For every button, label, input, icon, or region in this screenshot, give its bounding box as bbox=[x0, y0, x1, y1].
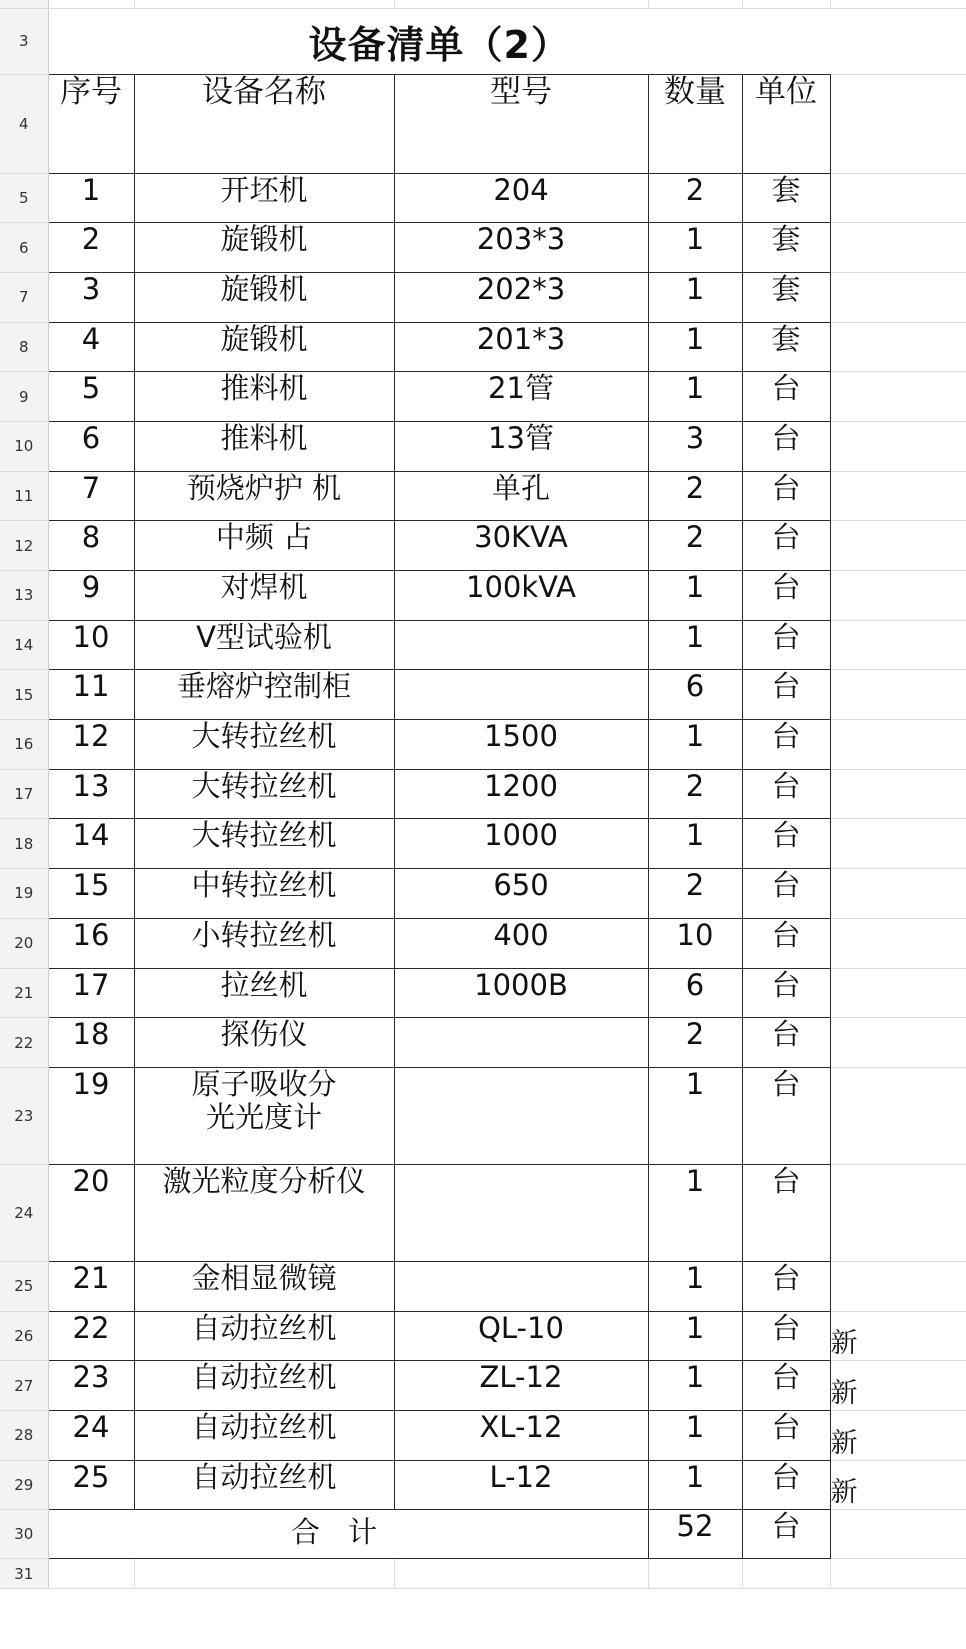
row-header[interactable]: 8 bbox=[0, 322, 48, 372]
cell-unit[interactable]: 台 bbox=[742, 1460, 830, 1510]
row-header[interactable]: 12 bbox=[0, 521, 48, 571]
cell-seq[interactable]: 1 bbox=[48, 173, 134, 223]
cell-name[interactable]: V型试验机 bbox=[134, 620, 394, 670]
cell-qty[interactable]: 1 bbox=[648, 1410, 742, 1460]
row-header[interactable]: 10 bbox=[0, 421, 48, 471]
cell-seq[interactable]: 8 bbox=[48, 521, 134, 571]
row-header[interactable]: 26 bbox=[0, 1311, 48, 1361]
cell-model[interactable] bbox=[394, 1164, 648, 1261]
cell-note[interactable] bbox=[830, 1261, 966, 1311]
cell-name[interactable]: 垂熔炉控制柜 bbox=[134, 670, 394, 720]
cell-qty[interactable]: 1 bbox=[648, 1361, 742, 1411]
cell-qty[interactable]: 2 bbox=[648, 1018, 742, 1068]
cell-qty[interactable]: 1 bbox=[648, 272, 742, 322]
cell-qty[interactable]: 2 bbox=[648, 471, 742, 521]
grid-cell[interactable] bbox=[134, 1559, 394, 1589]
row-header[interactable]: 20 bbox=[0, 918, 48, 968]
cell-unit[interactable]: 台 bbox=[742, 1361, 830, 1411]
cell-qty[interactable]: 1 bbox=[648, 1067, 742, 1164]
grid-cell[interactable] bbox=[48, 0, 134, 8]
table-row bbox=[0, 571, 966, 621]
cell-seq[interactable]: 5 bbox=[48, 372, 134, 422]
cell-note[interactable] bbox=[830, 720, 966, 770]
cell-name[interactable]: 推料机 bbox=[134, 421, 394, 471]
cell-note[interactable] bbox=[830, 769, 966, 819]
cell-seq[interactable]: 22 bbox=[48, 1311, 134, 1361]
cell-note[interactable] bbox=[830, 173, 966, 223]
row-header[interactable]: 29 bbox=[0, 1460, 48, 1510]
cell-model[interactable]: 650 bbox=[394, 869, 648, 919]
total-label: 合计 bbox=[48, 1510, 648, 1559]
row-header[interactable]: 22 bbox=[0, 1018, 48, 1068]
row-header[interactable]: 6 bbox=[0, 223, 48, 273]
table-row bbox=[0, 869, 966, 919]
cell-qty[interactable]: 2 bbox=[648, 869, 742, 919]
cell-name[interactable]: 拉丝机 bbox=[134, 968, 394, 1018]
cell-name[interactable]: 旋锻机 bbox=[134, 223, 394, 273]
total-qty[interactable]: 52 bbox=[648, 1510, 742, 1559]
cell-unit[interactable]: 台 bbox=[742, 620, 830, 670]
cell-name[interactable]: 预烧炉护 机 bbox=[134, 471, 394, 521]
cell-seq[interactable]: 7 bbox=[48, 471, 134, 521]
grid-cell[interactable] bbox=[830, 1559, 966, 1589]
table-row bbox=[0, 720, 966, 770]
cell-unit[interactable]: 套 bbox=[742, 322, 830, 372]
table-row bbox=[0, 918, 966, 968]
table-row bbox=[0, 322, 966, 372]
cell-seq[interactable]: 6 bbox=[48, 421, 134, 471]
header-unit: 单位 bbox=[742, 74, 830, 173]
row-header[interactable]: 4 bbox=[0, 74, 48, 173]
grid-cell[interactable] bbox=[134, 0, 394, 8]
cell-unit[interactable]: 台 bbox=[742, 1018, 830, 1068]
cell-seq[interactable]: 21 bbox=[48, 1261, 134, 1311]
cell-note[interactable]: 新 bbox=[830, 1460, 966, 1510]
cell-note[interactable] bbox=[830, 471, 966, 521]
cell-name[interactable]: 旋锻机 bbox=[134, 272, 394, 322]
total-unit[interactable]: 台 bbox=[742, 1510, 830, 1559]
cell-unit[interactable]: 台 bbox=[742, 769, 830, 819]
cell-model[interactable]: XL-12 bbox=[394, 1410, 648, 1460]
cell-name[interactable]: 自动拉丝机 bbox=[134, 1410, 394, 1460]
cell-name[interactable]: 金相显微镜 bbox=[134, 1261, 394, 1311]
cell-unit[interactable]: 台 bbox=[742, 471, 830, 521]
table-row bbox=[0, 471, 966, 521]
header-qty: 数量 bbox=[648, 74, 742, 173]
cell-note[interactable]: 新 bbox=[830, 1311, 966, 1361]
row-header[interactable]: 24 bbox=[0, 1164, 48, 1261]
cell-seq[interactable]: 17 bbox=[48, 968, 134, 1018]
row-header[interactable]: 30 bbox=[0, 1510, 48, 1559]
cell-model[interactable] bbox=[394, 1067, 648, 1164]
cell-unit[interactable]: 台 bbox=[742, 372, 830, 422]
table-row bbox=[0, 769, 966, 819]
header-seq: 序号 bbox=[48, 74, 134, 173]
cell-model[interactable]: 201*3 bbox=[394, 322, 648, 372]
cell-model[interactable] bbox=[394, 620, 648, 670]
header-model: 型号 bbox=[394, 74, 648, 173]
cell-unit[interactable]: 台 bbox=[742, 421, 830, 471]
table-row bbox=[0, 670, 966, 720]
cell-qty[interactable]: 2 bbox=[648, 769, 742, 819]
row-header[interactable]: 7 bbox=[0, 272, 48, 322]
cell-model[interactable]: 21管 bbox=[394, 372, 648, 422]
cell-unit[interactable]: 台 bbox=[742, 869, 830, 919]
cell-model[interactable] bbox=[394, 670, 648, 720]
table-row bbox=[0, 1311, 966, 1361]
cell-model[interactable]: 100kVA bbox=[394, 571, 648, 621]
cell-model[interactable] bbox=[394, 1261, 648, 1311]
row-header[interactable]: 17 bbox=[0, 769, 48, 819]
cell-note[interactable] bbox=[830, 571, 966, 621]
row-header[interactable]: 14 bbox=[0, 620, 48, 670]
cell-unit[interactable]: 台 bbox=[742, 670, 830, 720]
row-header[interactable]: 27 bbox=[0, 1361, 48, 1411]
cell-model[interactable]: 1000B bbox=[394, 968, 648, 1018]
table-row bbox=[0, 173, 966, 223]
cell-qty[interactable]: 1 bbox=[648, 1460, 742, 1510]
row-header[interactable]: 31 bbox=[0, 1559, 48, 1589]
cell-note[interactable] bbox=[830, 372, 966, 422]
row-header[interactable]: 25 bbox=[0, 1261, 48, 1311]
table-row bbox=[0, 272, 966, 322]
table-row bbox=[0, 819, 966, 869]
cell-qty[interactable]: 1 bbox=[648, 372, 742, 422]
table-row bbox=[0, 223, 966, 273]
cell-name[interactable]: 大转拉丝机 bbox=[134, 819, 394, 869]
table-row bbox=[0, 1261, 966, 1311]
cell-qty[interactable]: 1 bbox=[648, 1261, 742, 1311]
cell-seq[interactable]: 16 bbox=[48, 918, 134, 968]
cell-unit[interactable]: 台 bbox=[742, 521, 830, 571]
cell-unit[interactable]: 台 bbox=[742, 571, 830, 621]
cell-model[interactable]: 1000 bbox=[394, 819, 648, 869]
cell-name[interactable]: 推料机 bbox=[134, 372, 394, 422]
cell-name[interactable]: 自动拉丝机 bbox=[134, 1311, 394, 1361]
cell-qty[interactable]: 1 bbox=[648, 322, 742, 372]
cell-name[interactable]: 自动拉丝机 bbox=[134, 1361, 394, 1411]
row-header[interactable]: 13 bbox=[0, 571, 48, 621]
cell-seq[interactable]: 10 bbox=[48, 620, 134, 670]
cell-model[interactable]: 204 bbox=[394, 173, 648, 223]
row-header[interactable]: 11 bbox=[0, 471, 48, 521]
cell-unit[interactable]: 台 bbox=[742, 1311, 830, 1361]
cell-name[interactable]: 旋锻机 bbox=[134, 322, 394, 372]
cell-name[interactable]: 大转拉丝机 bbox=[134, 720, 394, 770]
cell-name[interactable]: 小转拉丝机 bbox=[134, 918, 394, 968]
cell-note[interactable] bbox=[830, 521, 966, 571]
document-title: 设备清单（2） bbox=[48, 8, 830, 74]
cell-unit[interactable]: 套 bbox=[742, 272, 830, 322]
cell-qty[interactable]: 6 bbox=[648, 670, 742, 720]
row-header[interactable]: 3 bbox=[0, 8, 48, 74]
cell-model[interactable]: 203*3 bbox=[394, 223, 648, 273]
cell-name[interactable]: 探伤仪 bbox=[134, 1018, 394, 1068]
cell-qty[interactable]: 1 bbox=[648, 223, 742, 273]
grid-cell[interactable] bbox=[648, 1559, 742, 1589]
cell-unit[interactable]: 套 bbox=[742, 173, 830, 223]
cell-note[interactable] bbox=[830, 670, 966, 720]
cell-seq[interactable]: 18 bbox=[48, 1018, 134, 1068]
cell-model[interactable]: 13管 bbox=[394, 421, 648, 471]
table-row bbox=[0, 1164, 966, 1261]
cell-unit[interactable]: 套 bbox=[742, 223, 830, 273]
cell-qty[interactable]: 3 bbox=[648, 421, 742, 471]
cell-unit[interactable]: 台 bbox=[742, 1164, 830, 1261]
row-header[interactable]: 23 bbox=[0, 1067, 48, 1164]
cell-name[interactable] bbox=[134, 1067, 394, 1164]
cell-note[interactable] bbox=[830, 223, 966, 273]
cell-qty[interactable]: 2 bbox=[648, 521, 742, 571]
row-header[interactable]: 16 bbox=[0, 720, 48, 770]
cell-seq[interactable]: 3 bbox=[48, 272, 134, 322]
cell-unit[interactable]: 台 bbox=[742, 918, 830, 968]
grid-cell[interactable] bbox=[648, 0, 742, 8]
cell-name[interactable]: 中转拉丝机 bbox=[134, 869, 394, 919]
cell-seq[interactable]: 19 bbox=[48, 1067, 134, 1164]
cell-qty[interactable]: 1 bbox=[648, 571, 742, 621]
cell-note[interactable] bbox=[830, 322, 966, 372]
grid-cell[interactable] bbox=[394, 0, 648, 8]
grid-cell[interactable] bbox=[830, 0, 966, 8]
grid-cell[interactable] bbox=[830, 8, 966, 74]
header-name: 设备名称 bbox=[134, 74, 394, 173]
cell-name[interactable]: 中频 占 bbox=[134, 521, 394, 571]
cell-seq[interactable]: 4 bbox=[48, 322, 134, 372]
table-row bbox=[0, 372, 966, 422]
grid-cell[interactable] bbox=[830, 74, 966, 173]
cell-name[interactable]: 自动拉丝机 bbox=[134, 1460, 394, 1510]
cell-seq[interactable]: 24 bbox=[48, 1410, 134, 1460]
cell-model[interactable]: 30KVA bbox=[394, 521, 648, 571]
grid-cell[interactable] bbox=[742, 1559, 830, 1589]
table-row bbox=[0, 1410, 966, 1460]
cell-seq[interactable]: 12 bbox=[48, 720, 134, 770]
cell-note[interactable]: 新 bbox=[830, 1410, 966, 1460]
table-row bbox=[0, 968, 966, 1018]
table-row bbox=[0, 421, 966, 471]
cell-qty[interactable]: 1 bbox=[648, 1164, 742, 1261]
cell-note[interactable] bbox=[830, 1067, 966, 1164]
cell-qty[interactable]: 1 bbox=[648, 819, 742, 869]
cell-qty[interactable]: 6 bbox=[648, 968, 742, 1018]
cell-model[interactable]: 1500 bbox=[394, 720, 648, 770]
table-row bbox=[0, 620, 966, 670]
grid-cell[interactable] bbox=[48, 1559, 134, 1589]
cell-unit[interactable]: 台 bbox=[742, 819, 830, 869]
cell-seq[interactable]: 9 bbox=[48, 571, 134, 621]
row-header[interactable]: 15 bbox=[0, 670, 48, 720]
cell-name-line: 原子吸收分 bbox=[191, 1067, 337, 1101]
cell-qty[interactable]: 2 bbox=[648, 173, 742, 223]
cell-seq[interactable]: 11 bbox=[48, 670, 134, 720]
grid-cell[interactable] bbox=[830, 1510, 966, 1559]
cell-unit[interactable]: 台 bbox=[742, 1261, 830, 1311]
cell-seq[interactable]: 15 bbox=[48, 869, 134, 919]
cell-qty[interactable]: 10 bbox=[648, 918, 742, 968]
cell-seq[interactable]: 14 bbox=[48, 819, 134, 869]
cell-model[interactable]: L-12 bbox=[394, 1460, 648, 1510]
cell-model[interactable]: 202*3 bbox=[394, 272, 648, 322]
cell-name[interactable]: 大转拉丝机 bbox=[134, 769, 394, 819]
cell-name[interactable]: 对焊机 bbox=[134, 571, 394, 621]
cell-unit[interactable]: 台 bbox=[742, 1410, 830, 1460]
row-header-partial bbox=[0, 0, 48, 8]
cell-note[interactable] bbox=[830, 819, 966, 869]
row-header[interactable]: 18 bbox=[0, 819, 48, 869]
cell-seq[interactable]: 20 bbox=[48, 1164, 134, 1261]
table-row bbox=[0, 1460, 966, 1510]
table-row bbox=[0, 521, 966, 571]
cell-qty[interactable]: 1 bbox=[648, 1311, 742, 1361]
cell-qty[interactable]: 1 bbox=[648, 720, 742, 770]
row-header[interactable]: 19 bbox=[0, 869, 48, 919]
cell-note[interactable]: 新 bbox=[830, 1361, 966, 1411]
table-row bbox=[0, 1067, 966, 1164]
cell-note[interactable] bbox=[830, 1164, 966, 1261]
cell-model[interactable]: ZL-12 bbox=[394, 1361, 648, 1411]
row-header[interactable]: 28 bbox=[0, 1410, 48, 1460]
cell-name[interactable]: 开坯机 bbox=[134, 173, 394, 223]
cell-seq[interactable]: 23 bbox=[48, 1361, 134, 1411]
cell-seq[interactable]: 2 bbox=[48, 223, 134, 273]
cell-note[interactable] bbox=[830, 918, 966, 968]
cell-unit[interactable]: 台 bbox=[742, 968, 830, 1018]
row-header[interactable]: 5 bbox=[0, 173, 48, 223]
cell-note[interactable] bbox=[830, 421, 966, 471]
table-row bbox=[0, 1018, 966, 1068]
grid-cell[interactable] bbox=[394, 1559, 648, 1589]
cell-name[interactable]: 激光粒度分析仪 bbox=[134, 1164, 394, 1261]
cell-note[interactable] bbox=[830, 620, 966, 670]
table-row bbox=[0, 1361, 966, 1411]
row-header[interactable]: 9 bbox=[0, 372, 48, 422]
cell-note[interactable] bbox=[830, 869, 966, 919]
cell-model[interactable]: QL-10 bbox=[394, 1311, 648, 1361]
cell-model[interactable] bbox=[394, 1018, 648, 1068]
row-header[interactable]: 21 bbox=[0, 968, 48, 1018]
cell-qty[interactable]: 1 bbox=[648, 620, 742, 670]
cell-seq[interactable]: 13 bbox=[48, 769, 134, 819]
cell-model[interactable]: 单孔 bbox=[394, 471, 648, 521]
cell-note[interactable] bbox=[830, 968, 966, 1018]
cell-model[interactable]: 400 bbox=[394, 918, 648, 968]
cell-name-line: 光光度计 bbox=[205, 1100, 322, 1135]
cell-note[interactable] bbox=[830, 1018, 966, 1068]
cell-note[interactable] bbox=[830, 272, 966, 322]
grid-cell[interactable] bbox=[742, 0, 830, 8]
cell-seq[interactable]: 25 bbox=[48, 1460, 134, 1510]
cell-unit[interactable]: 台 bbox=[742, 720, 830, 770]
cell-unit[interactable]: 台 bbox=[742, 1067, 830, 1164]
cell-model[interactable]: 1200 bbox=[394, 769, 648, 819]
